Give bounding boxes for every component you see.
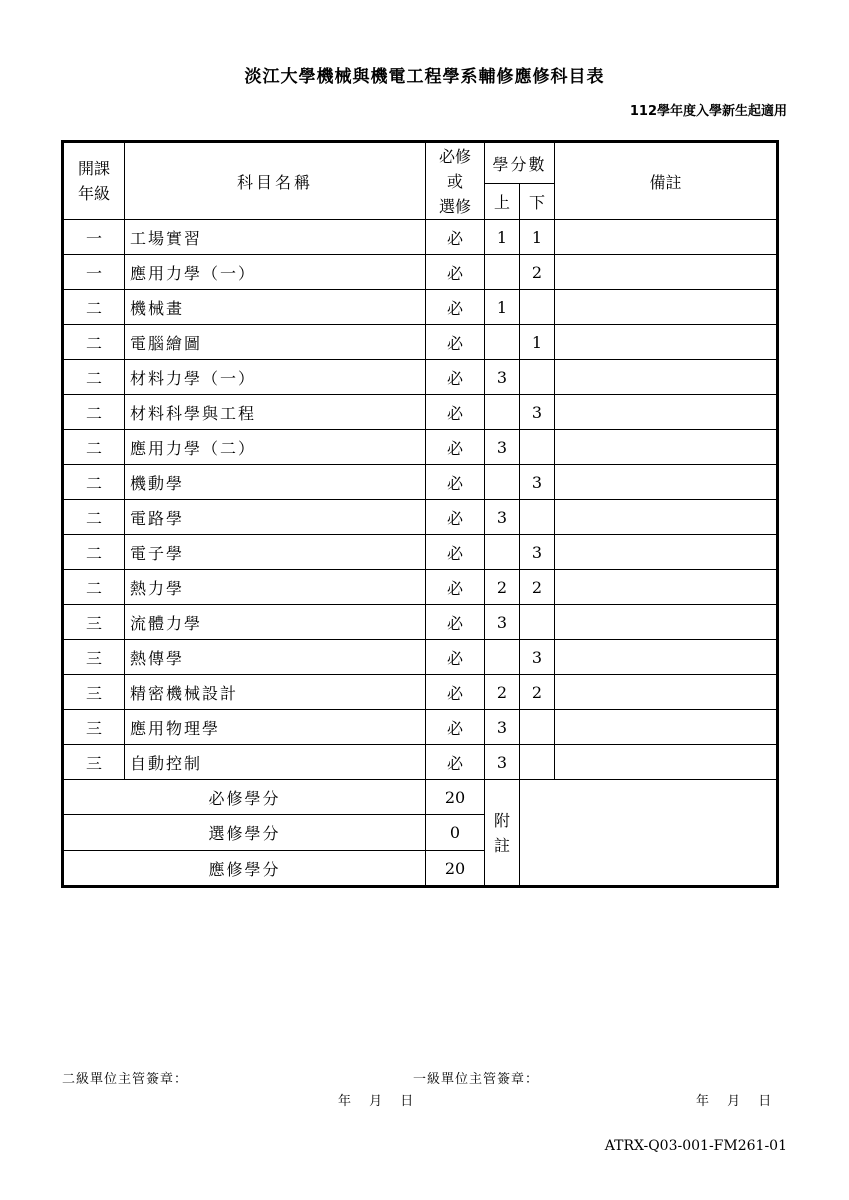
table-row [63,395,778,430]
table-row [63,500,778,535]
table-row [63,710,778,745]
date-level1: 年 月 日 [696,1094,772,1109]
summary-total-label: 應修學分 [63,851,426,887]
course-remarks [555,290,778,325]
course-grade: 二 [63,395,125,430]
course-upper-credit [485,535,520,570]
course-upper-credit: 1 [485,220,520,255]
course-lower-credit [520,710,555,745]
course-upper-credit [485,325,520,360]
course-upper-credit [485,465,520,500]
table-row [63,325,778,360]
course-remarks [555,500,778,535]
course-grade: 二 [63,535,125,570]
course-lower-credit: 2 [520,255,555,290]
course-upper-credit: 2 [485,675,520,710]
summary-total-value: 20 [426,851,485,887]
course-grade: 二 [63,430,125,465]
course-remarks [555,465,778,500]
course-grade: 三 [63,675,125,710]
table-row [63,255,778,290]
course-lower-credit [520,605,555,640]
course-type: 必 [426,395,485,430]
course-lower-credit [520,500,555,535]
course-type: 必 [426,535,485,570]
course-lower-credit: 3 [520,395,555,430]
course-upper-credit: 1 [485,290,520,325]
course-name: 電腦繪圖 [125,325,426,360]
course-type: 必 [426,220,485,255]
header-grade: 開課 年級 [63,142,125,220]
course-type: 必 [426,465,485,500]
course-name: 材料力學（一） [125,360,426,395]
table-row [63,605,778,640]
table-row [63,535,778,570]
course-grade: 二 [63,500,125,535]
course-remarks [555,255,778,290]
course-type: 必 [426,675,485,710]
course-upper-credit [485,640,520,675]
course-name: 自動控制 [125,745,426,780]
header-upper: 上 [485,184,520,220]
course-type: 必 [426,430,485,465]
course-table [61,140,779,888]
course-grade: 二 [63,290,125,325]
course-type: 必 [426,710,485,745]
course-type: 必 [426,570,485,605]
course-upper-credit: 3 [485,430,520,465]
course-name: 應用物理學 [125,710,426,745]
course-remarks [555,535,778,570]
course-remarks [555,710,778,745]
table-row [63,745,778,780]
course-lower-credit: 2 [520,570,555,605]
course-lower-credit: 1 [520,220,555,255]
course-grade: 三 [63,745,125,780]
summary-row-required [63,780,778,815]
header-type: 必修 或 選修 [426,142,485,220]
course-lower-credit: 3 [520,465,555,500]
summary-required-value: 20 [426,780,485,815]
course-type: 必 [426,500,485,535]
course-upper-credit: 3 [485,745,520,780]
summary-elective-label: 選修學分 [63,815,426,851]
course-name: 精密機械設計 [125,675,426,710]
course-grade: 一 [63,255,125,290]
course-grade: 三 [63,640,125,675]
course-remarks [555,325,778,360]
course-lower-credit: 3 [520,535,555,570]
course-remarks [555,675,778,710]
course-type: 必 [426,640,485,675]
course-upper-credit: 3 [485,360,520,395]
header-course-name: 科目名稱 [125,142,426,220]
summary-note: 附 註 [485,780,520,887]
date-level2: 年 月 日 [338,1094,414,1109]
course-upper-credit: 2 [485,570,520,605]
summary-elective-value: 0 [426,815,485,851]
course-name: 流體力學 [125,605,426,640]
course-lower-credit: 3 [520,640,555,675]
course-name: 電路學 [125,500,426,535]
course-name: 熱傳學 [125,640,426,675]
course-upper-credit: 3 [485,605,520,640]
course-name: 應用力學（一） [125,255,426,290]
course-name: 電子學 [125,535,426,570]
course-grade: 一 [63,220,125,255]
course-remarks [555,220,778,255]
course-grade: 三 [63,605,125,640]
document-subtitle: 112學年度入學新生起適用 [629,104,787,119]
course-name: 工場實習 [125,220,426,255]
table-row [63,640,778,675]
table-row [63,465,778,500]
course-grade: 二 [63,570,125,605]
summary-required-label: 必修學分 [63,780,426,815]
course-name: 材料科學與工程 [125,395,426,430]
course-upper-credit: 3 [485,500,520,535]
course-lower-credit [520,430,555,465]
course-name: 熱力學 [125,570,426,605]
table-row [63,675,778,710]
table-row [63,220,778,255]
course-lower-credit [520,745,555,780]
course-grade: 二 [63,360,125,395]
document-title: 淡江大學機械與機電工程學系輔修應修科目表 [244,67,605,87]
course-type: 必 [426,360,485,395]
course-remarks [555,605,778,640]
course-remarks [555,640,778,675]
course-grade: 二 [63,465,125,500]
course-lower-credit: 1 [520,325,555,360]
course-type: 必 [426,325,485,360]
header-remarks: 備註 [555,142,778,220]
course-type: 必 [426,605,485,640]
course-remarks [555,395,778,430]
course-remarks [555,360,778,395]
course-type: 必 [426,745,485,780]
course-remarks [555,570,778,605]
course-lower-credit [520,360,555,395]
table-row [63,290,778,325]
form-code: ATRX-Q03-001-FM261-01 [604,1138,787,1154]
course-grade: 二 [63,325,125,360]
signature-level2: 二級單位主管簽章： [62,1072,189,1087]
course-lower-credit: 2 [520,675,555,710]
course-name: 機動學 [125,465,426,500]
signature-level1: 一級單位主管簽章： [413,1072,540,1087]
course-type: 必 [426,255,485,290]
header-credits: 學分數 [485,142,555,184]
table-row [63,570,778,605]
summary-note-content [520,780,778,887]
course-lower-credit [520,290,555,325]
course-grade: 三 [63,710,125,745]
course-name: 應用力學（二） [125,430,426,465]
course-remarks [555,745,778,780]
table-row [63,430,778,465]
course-type: 必 [426,290,485,325]
header-row [63,142,778,184]
table-row [63,360,778,395]
course-upper-credit: 3 [485,710,520,745]
course-remarks [555,430,778,465]
course-upper-credit [485,395,520,430]
course-upper-credit [485,255,520,290]
course-name: 機械畫 [125,290,426,325]
header-lower: 下 [520,184,555,220]
